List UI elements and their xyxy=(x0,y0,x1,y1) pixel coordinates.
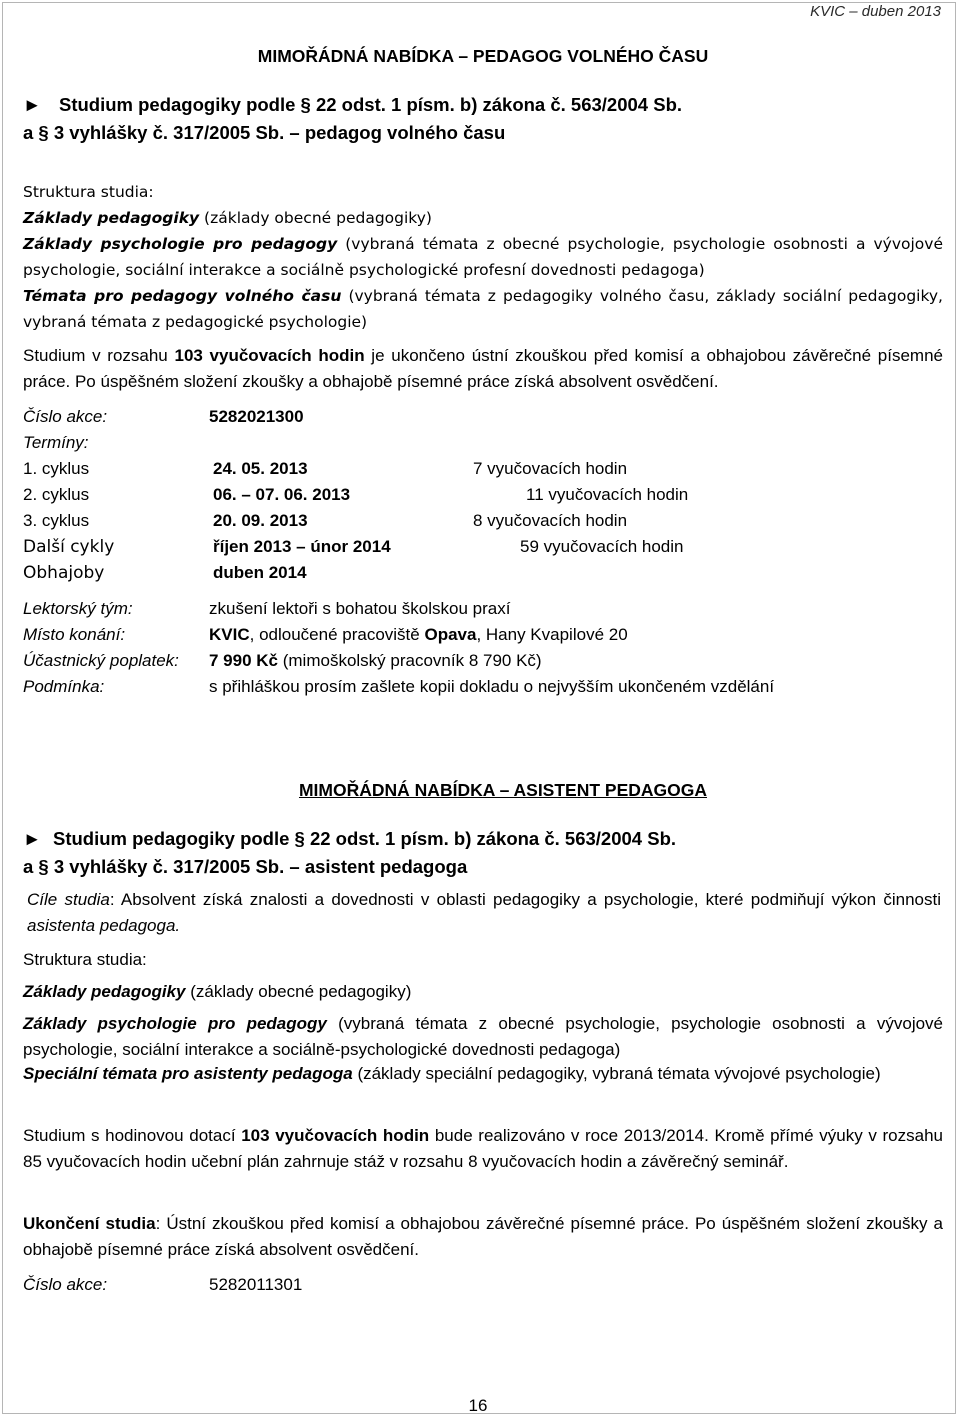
section1-struct-item-3: Témata pro pedagogy volného času (vybraná témata z pedagogiky volného času, základy sociální pedagogiky, vybraná témata z pedagogické psychologie) xyxy=(23,287,943,331)
section1-title: MIMOŘÁDNÁ NABÍDKA – PEDAGOG VOLNÉHO ČASU xyxy=(257,46,709,66)
section2-title: MIMOŘÁDNÁ NABÍDKA – ASISTENT PEDAGOGA xyxy=(298,780,708,800)
section1-struct-label: Struktura studia: xyxy=(23,183,154,201)
section1-struct-item-1: Základy pedagogiky (základy obecné pedagogiky) xyxy=(23,209,432,227)
arrow-bullet-icon: ► xyxy=(23,828,42,849)
page-header: KVIC – duben 2013 xyxy=(810,3,941,20)
section2-study-scope: Studium s hodinovou dotací 103 vyučovacích hodin bude realizováno v roce 2013/2014. Kromě přímé výuky v rozsahu 85 vyučovacích hodin učební plán zahrnuje stáž v rozsahu 8 vyučovacích hodin a závěrečný seminář. xyxy=(23,1126,943,1171)
section1-terminy-label: Termíny: xyxy=(23,433,89,452)
section2-law-line1: ► Studium pedagogiky podle § 22 odst. 1 písm. b) zákona č. 563/2004 Sb. xyxy=(23,825,943,853)
section2-goals: Cíle studia: Absolvent získá znalosti a dovednosti v oblasti pedagogiky a psychologie, které podmiňují výkon činnosti asistenta pedagoga. xyxy=(27,890,941,935)
document-page: KVIC – duben 2013 MIMOŘÁDNÁ NABÍDKA – PEDAGOG VOLNÉHO ČASU ► Studium pedagogiky podle § 22 odst. 1 písm. b) zákona č. 563/2004 Sb. a § 3 vyhlášky č. 317/2005 Sb. – pedagog volného času Struktura studia: Základy pedagogiky (základy obecné pedagogiky) Základy psychologie pro pedagogy (vybraná témata z obecné psychologie, psychologie osobnosti a vývojové psychologie, sociální interakce a sociálně psychologické profesní dovednosti pedagoga) Témata pro pedagogy volného času (vybraná témata z pedagogiky volného času, základy sociální pedagogiky, vybraná témata z pedagogické psychologie) Studium v rozsahu 103 vyučovacích hodin je ukončeno ústní zkouškou před komisí a obhajobou závěrečné písemné práce. Po úspěšném složení zkoušky a obhajobě písemné práce získá absolvent osvědčení. Číslo akce: 5282021300 Termíny: 1. cyklus 24. 05. 2013 7 vyučovacích hodin 2. cyklus 06. – 07. 06. 2013 11 vyučovacích hodin 3. cyklus 20. 09. 2013 8 vyučovacích hodin Další cykly říjen 2013 – únor 2014 59 vyučovacích hodin Obhajoby duben 2014 Lektorský tým: zkušení lektoři s bohatou školskou praxí Místo konání: KVIC, odloučené pracoviště Opava, Hany Kvapilové 20 Účastnický poplatek: 7 990 Kč (mimoškolský pracovník 8 790 Kč) Podmínka: s přihláškou prosím zašlete kopii dokladu o nejvyšším ukončeném vzdělání MIMOŘÁDNÁ NABÍDKA – ASISTENT PEDAGOGA ► Studium pedagogiky podle § 22 odst. 1 písm. b) zákona č. 563/2004 Sb. a § 3 vyhlášky č. 317/2005 Sb. – asistent pedagoga Cíle studia: Absolvent získá znalosti a dovednosti v oblasti pedagogiky a psychologie, které podmiňují výkon činnosti asistenta pedagoga. Struktura studia: Základy pedagogiky (základy obecné pedagogiky) Základy psychologie pro pedagogy (vybraná témata z obecné psychologie, psychologie osobnosti a vývojové psychologie, sociální interakce a sociálně-psychologické dovednosti pedagoga) Speciální témata pro asistenty pedagoga (základy speciální pedagogiky, vybraná témata vývojové psychologie) Studium s hodinovou dotací 103 vyučovacích hodin bude realizováno v roce 2013/2014. Kromě přímé výuky v rozsahu 85 vyučovacích hodin učební plán zahrnuje stáž v rozsahu 8 vyučovacích hodin a závěrečný seminář. Ukončení studia: Ústní zkouškou před komisí a obhajobou závěrečné písemné práce. Po úspěšném složení zkoušky a obhajobě písemné práce získá absolvent osvědčení. Číslo akce: 5282011301 xyxy=(2,2,956,1414)
page-number: 16 xyxy=(468,1396,488,1415)
section2-struct-label: Struktura studia: xyxy=(23,950,147,969)
arrow-bullet-icon: ► xyxy=(23,94,42,115)
section1-struct-item-2: Základy psychologie pro pedagogy (vybraná témata z obecné psychologie, psychologie osobnosti a vývojové psychologie, sociální interakce a sociálně psychologické profesní dovednosti pedagoga) xyxy=(23,235,943,279)
section1-study-scope: Studium v rozsahu 103 vyučovacích hodin je ukončeno ústní zkouškou před komisí a obhajobou závěrečné písemné práce. Po úspěšném složení zkoušky a obhajobě písemné práce získá absolvent osvědčení. xyxy=(23,346,943,391)
section1-law-line1: ► Studium pedagogiky podle § 22 odst. 1 písm. b) zákona č. 563/2004 Sb. xyxy=(23,91,943,119)
section2-struct-item-3: Speciální témata pro asistenty pedagoga (základy speciální pedagogiky, vybraná témata vývojové psychologie) xyxy=(23,1064,881,1083)
section2-completion: Ukončení studia: Ústní zkouškou před komisí a obhajobou závěrečné písemné práce. Po úspěšném složení zkoušky a obhajobě písemné práce získá absolvent osvědčení. xyxy=(23,1214,943,1259)
section2-struct-item-1: Základy pedagogiky (základy obecné pedagogiky) xyxy=(23,982,412,1001)
section2-struct-item-2: Základy psychologie pro pedagogy (vybraná témata z obecné psychologie, psychologie osobnosti a vývojové psychologie, sociální interakce a sociálně-psychologické dovednosti pedagoga) xyxy=(23,1014,944,1059)
section2-law-line2: a § 3 vyhlášky č. 317/2005 Sb. – asistent pedagoga xyxy=(23,856,468,877)
section1-law-line2: a § 3 vyhlášky č. 317/2005 Sb. – pedagog volného času xyxy=(23,122,506,143)
